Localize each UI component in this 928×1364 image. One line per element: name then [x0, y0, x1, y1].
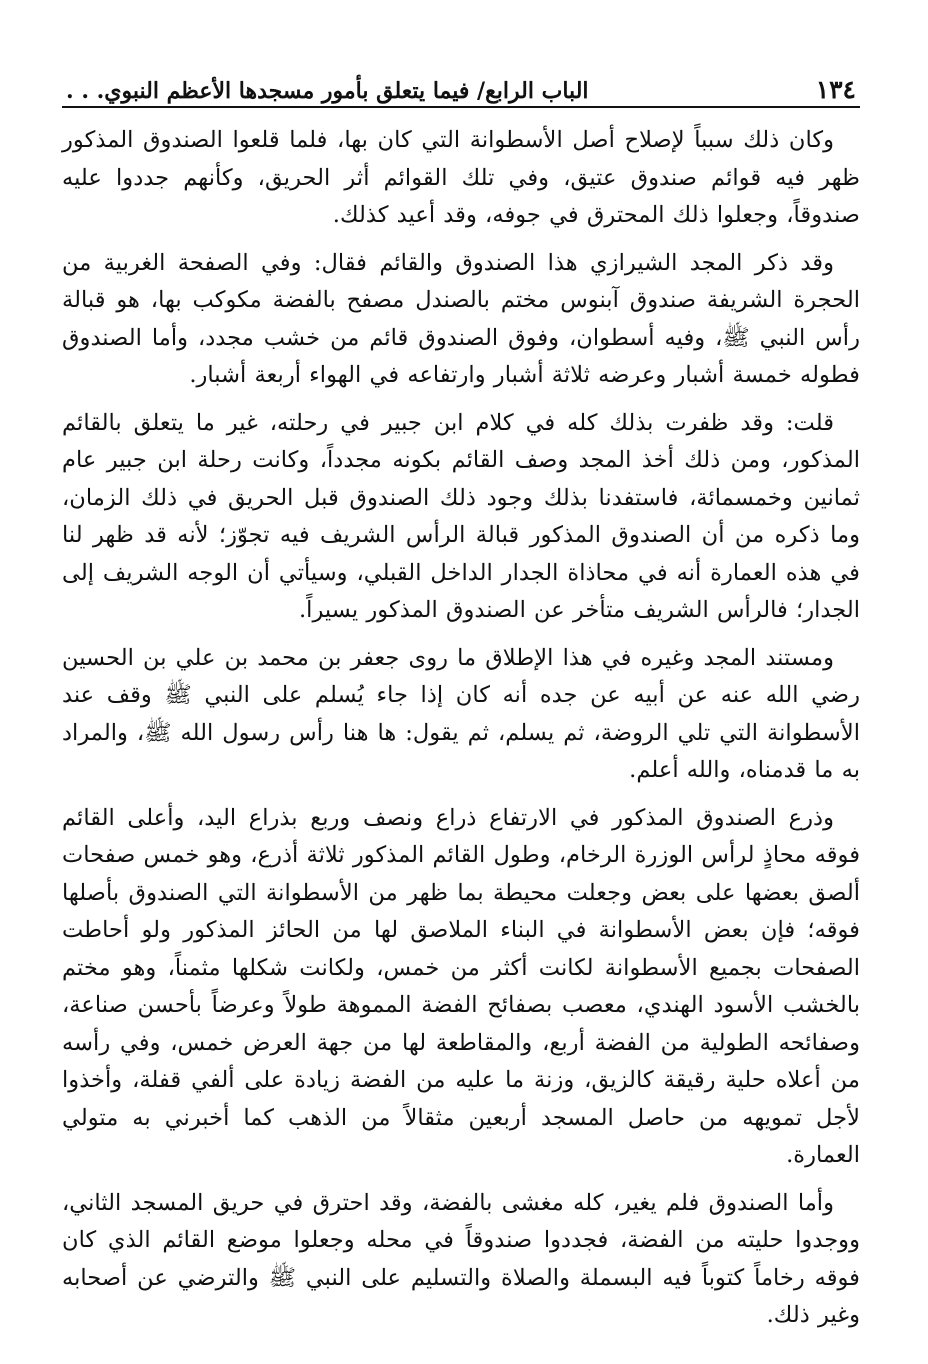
paragraph-1: وكان ذلك سبباً لإصلاح أصل الأسطوانة التي كان بها، فلما قلعوا الصندوق المذكور ظهر فيه قوائم صندوق عتيق، وفي تلك القوائم أثر الحريق، وكأنهم جددوا عليه صندوقاً، وجعلوا ذلك المحترق في جوفه، وقد أعيد كذلك.: [62, 127, 860, 228]
chapter-title: الباب الرابع/ فيما يتعلق بأمور مسجدها الأعظم النبوي. . .: [66, 78, 589, 104]
body-text: [62, 122, 860, 1335]
paragraph-3: قلت: وقد ظفرت بذلك كله في كلام ابن جبير في رحلته، غير ما يتعلق بالقائم المذكور، ومن ذلك أخذ المجد وصف القائم بكونه مجدداً، وكانت رحلة ابن جبير عام ثمانين وخمسمائة، فاستفدنا بذلك وجود ذلك الصندوق قبل الحريق في ذلك الزمان، وما ذكره من أن الصندوق المذكور قبالة الرأس الشريف فيه تجوّز؛ لأنه قد ظهر لنا في هذه العمارة أنه في محاذاة الجدار الداخل القبلي، وسيأتي أن الوجه الشريف إلى الجدار؛ فالرأس الشريف متأخر عن الصندوق المذكور يسيراً.: [62, 409, 860, 623]
paragraph-6: وأما الصندوق فلم يغير، كله مغشى بالفضة، وقد احترق في حريق المسجد الثاني، ووجدوا حليته من الفضة، فجددوا صندوقاً في محله وجعلوا موضع القائم الذي كان فوقه رخاماً كتوباً فيه البسملة والصلاة والتسليم على النبي ﷺ والترضي عن أصحابه وغير ذلك.: [62, 1189, 860, 1328]
paragraph-2: وقد ذكر المجد الشيرازي هذا الصندوق والقائم فقال: وفي الصفحة الغربية من الحجرة الشريفة صندوق آبنوس مختم بالصندل مصفح بالفضة مكوكب بها، هو قبالة رأس النبي ﷺ، وفيه أسطوان، وفوق الصندوق قائم من خشب مجدد، وأما الصندوق فطوله خمسة أشبار وعرضه ثلاثة أشبار وارتفاعه في الهواء أربعة أشبار.: [62, 249, 861, 388]
page-number: ١٣٤: [815, 75, 856, 104]
paragraph-4: ومستند المجد وغيره في هذا الإطلاق ما روى جعفر بن محمد بن علي بن الحسين رضي الله عنه عن أبيه عن جده أنه كان إذا جاء يُسلم على النبي ﷺ وقف عند الأسطوانة التي تلي الروضة، ثم يسلم، ثم يقول: ها هنا رأس رسول الله ﷺ، والمراد به ما قدمناه، والله أعلم.: [62, 644, 860, 783]
paragraph-5: وذرع الصندوق المذكور في الارتفاع ذراع ونصف وربع بذراع اليد، وأعلى القائم فوقه محاذٍ لرأس الوزرة الرخام، وطول القائم المذكور ثلاثة أذرع، وهو خمس صفحات ألصق بعضها على بعض وجعلت محيطة بما ظهر من الأسطوانة التي الصندوق بأصلها فوقه؛ فإن بعض الأسطوانة في البناء الملاصق لها من الحائز المذكور ولو أحاطت الصفحات بجميع الأسطوانة لكانت أكثر من خمس، ولكانت شكلها مثمناً، وهو مختم بالخشب الأسود الهندي، معصب بصفائح الفضة المموهة طولاً وعرضاً بأحسن صناعة، وصفائحه الطولية من الفضة أربع، والمقاطعة لها من جهة العرض خمس، وفي رأسه من أعلاه حلية رقيقة كالزيق، وزنة ما عليه من الفضة زيادة على ألفي قفلة، وأخذوا لأجل تمويهه من حاصل المسجد أربعين مثقالاً من الذهب كما أخبرني به متولي العمارة.: [62, 804, 860, 1168]
running-header: [62, 58, 860, 108]
